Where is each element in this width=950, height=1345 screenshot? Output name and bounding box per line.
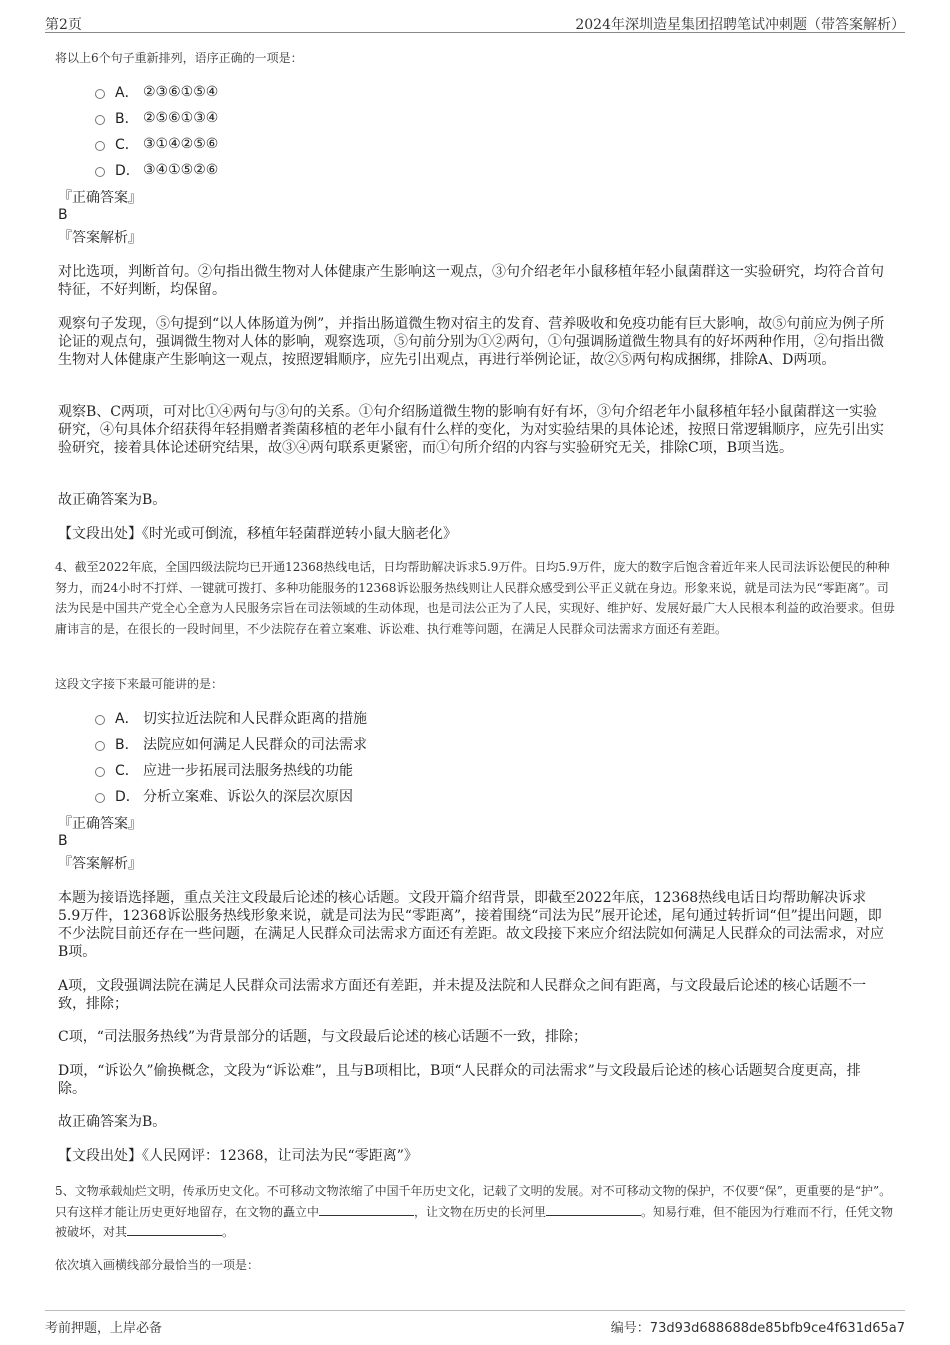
radio-icon[interactable]	[95, 767, 105, 777]
q4-analysis-label: 『答案解析』	[58, 856, 142, 872]
q4-analysis-p4: D项，“诉讼久”偷换概念，文段为“诉讼难”，且与B项相比，B项“人民群众的司法需求”与文段最后论述的核心话题契合度更高，排除。	[58, 1063, 861, 1097]
radio-icon[interactable]	[95, 141, 105, 151]
q3-prompt: 将以上6个句子重新排列，语序正确的一项是：	[55, 51, 303, 65]
q3-source	[58, 525, 888, 543]
q4-analysis-p5: 故正确答案为B。	[58, 1114, 167, 1130]
fill-blank-2[interactable]	[546, 1204, 641, 1216]
q4-source	[58, 1147, 888, 1165]
radio-icon[interactable]	[95, 741, 105, 751]
q4-option-c[interactable]: C． 应进一步拓展司法服务热线的功能	[95, 757, 367, 783]
q5-prompt: 依次填入画横线部分最恰当的一项是：	[55, 1258, 260, 1272]
page-header	[45, 12, 905, 33]
q5-text: 5、文物承载灿烂文明，传承历史文化。不可移动文物浓缩了中国千年历史文化，记载了文明的发展。对不可移动文物的保护，不仅要“保”，更重要的是“护”。只有这样才能让历史更好地留存，在文物的矗立中 ，让文物在历史的长河里 。知易行难，但不能因为行难而不行，任凭文物被破坏，对其 。	[55, 1184, 894, 1239]
radio-icon[interactable]	[95, 115, 105, 125]
radio-icon[interactable]	[95, 715, 105, 725]
q3-analysis-p4: 故正确答案为B。	[58, 492, 167, 508]
radio-icon[interactable]	[95, 793, 105, 803]
q4-prompt: 这段文字接下来最可能讲的是：	[55, 677, 224, 691]
q4-answer: B	[58, 833, 68, 849]
page-footer	[45, 1310, 905, 1339]
q3-analysis-label: 『答案解析』	[58, 230, 142, 246]
q4-analysis-p2: A项，文段强调法院在满足人民群众司法需求方面还有差距，并未提及法院和人民群众之间有距离，与文段最后论述的核心话题不一致，排除；	[58, 978, 867, 1012]
q4-answer-label: 『正确答案』	[58, 816, 142, 832]
q3-options	[95, 79, 218, 183]
fill-blank-1[interactable]	[319, 1204, 414, 1216]
q4-analysis-p3: C项，“司法服务热线”为背景部分的话题，与文段最后论述的核心话题不一致，排除；	[58, 1029, 588, 1045]
q4-source-title: 《人民网评：12368，让司法为民“零距离”》	[142, 1148, 418, 1164]
q4-option-a[interactable]: A． 切实拉近法院和人民群众距离的措施	[95, 705, 367, 731]
q3-option-b[interactable]: B． ②⑤⑥①③④	[95, 105, 218, 131]
q4-text: 4、截至2022年底，全国四级法院均已开通12368热线电话，日均帮助解决诉求5.9万件。日均5.9万件，庞大的数字后饱含着近年来人民司法诉讼便民的种种努力，而24小时不打烊、一键就可拨打、多种功能服务的12368诉讼服务热线则让人民群众感受到公平正义就在身边。形象来说，就是司法为民“零距离”。司法为民是中国共产党全心全意为人民服务宗旨在司法领域的生动体现，也是司法公正为了人民，实现好、维护好、发展好最广大人民根本利益的政治要求。但毋庸讳言的是，在很长的一段时间里，不少法院存在着立案难、诉讼难、执行难等问题，在满足人民群众司法需求方面还有差距。	[55, 560, 896, 636]
q3-option-a[interactable]: A． ②③⑥①⑤④	[95, 79, 218, 105]
footer-slogan: 考前押题，上岸必备	[45, 1321, 163, 1336]
q3-answer-label: 『正确答案』	[58, 190, 142, 206]
q3-answer: B	[58, 207, 68, 223]
q3-option-c[interactable]: C． ③①④②⑤⑥	[95, 131, 218, 157]
q3-analysis-p3: 观察B、C两项，可对比①④两句与③句的关系。①句介绍肠道微生物的影响有好有坏，③句介绍老年小鼠移植年轻小鼠菌群这一实验研究，④句具体介绍获得年轻捐赠者粪菌移植的老年小鼠有什么样的变化，为对实验结果的具体论述，按照日常逻辑顺序，应先引出实验研究，接着具体论述研究结果，故③④两句联系更紧密，而①句所介绍的内容与实验研究无关，排除C项，B项当选。	[58, 404, 884, 456]
fill-blank-3[interactable]	[127, 1224, 222, 1236]
radio-icon[interactable]	[95, 89, 105, 99]
page-number: 第2页	[45, 17, 82, 33]
q3-source-label: 【文段出处】	[58, 526, 142, 542]
q3-source-title: 《时光或可倒流，移植年轻菌群逆转小鼠大脑老化》	[142, 526, 457, 542]
document-id: 编号：73d93d688688de85bfb9ce4f631d65a7	[610, 1321, 905, 1336]
document-title: 2024年深圳造星集团招聘笔试冲刺题（带答案解析）	[575, 17, 905, 33]
radio-icon[interactable]	[95, 167, 105, 177]
q4-options	[95, 705, 367, 809]
q4-option-d[interactable]: D． 分析立案难、诉讼久的深层次原因	[95, 783, 367, 809]
q4-source-label: 【文段出处】	[58, 1148, 142, 1164]
q3-option-d[interactable]: D． ③④①⑤②⑥	[95, 157, 218, 183]
q4-option-b[interactable]: B． 法院应如何满足人民群众的司法需求	[95, 731, 367, 757]
q3-analysis-p2: 观察句子发现，⑤句提到“以人体肠道为例”，并指出肠道微生物对宿主的发育、营养吸收和免疫功能有巨大影响，故⑤句前应为例子所论证的观点句，强调微生物对人体的影响，观察选项，⑤句前分别为①②两句，①句强调肠道微生物具有的好坏两种作用，②句指出微生物对人体健康产生影响这一观点，按照逻辑顺序，应先引出观点，再进行举例论证，故②⑤两句构成捆绑，排除A、D两项。	[58, 316, 885, 368]
q4-analysis-p1: 本题为接语选择题，重点关注文段最后论述的核心话题。文段开篇介绍背景，即截至2022年底，12368热线电话日均帮助解决诉求5.9万件，12368诉讼服务热线形象来说，就是司法为民“零距离”，接着围绕“司法为民”展开论述，尾句通过转折词“但”提出问题，即不少法院目前还存在一些问题，在满足人民群众司法需求方面还有差距。故文段接下来应介绍法院如何满足人民群众的司法需求，对应B项。	[58, 890, 884, 960]
q3-analysis-p1: 对比选项，判断首句。②句指出微生物对人体健康产生影响这一观点，③句介绍老年小鼠移植年轻小鼠菌群这一实验研究，均符合首句特征，不好判断，均保留。	[58, 264, 884, 298]
